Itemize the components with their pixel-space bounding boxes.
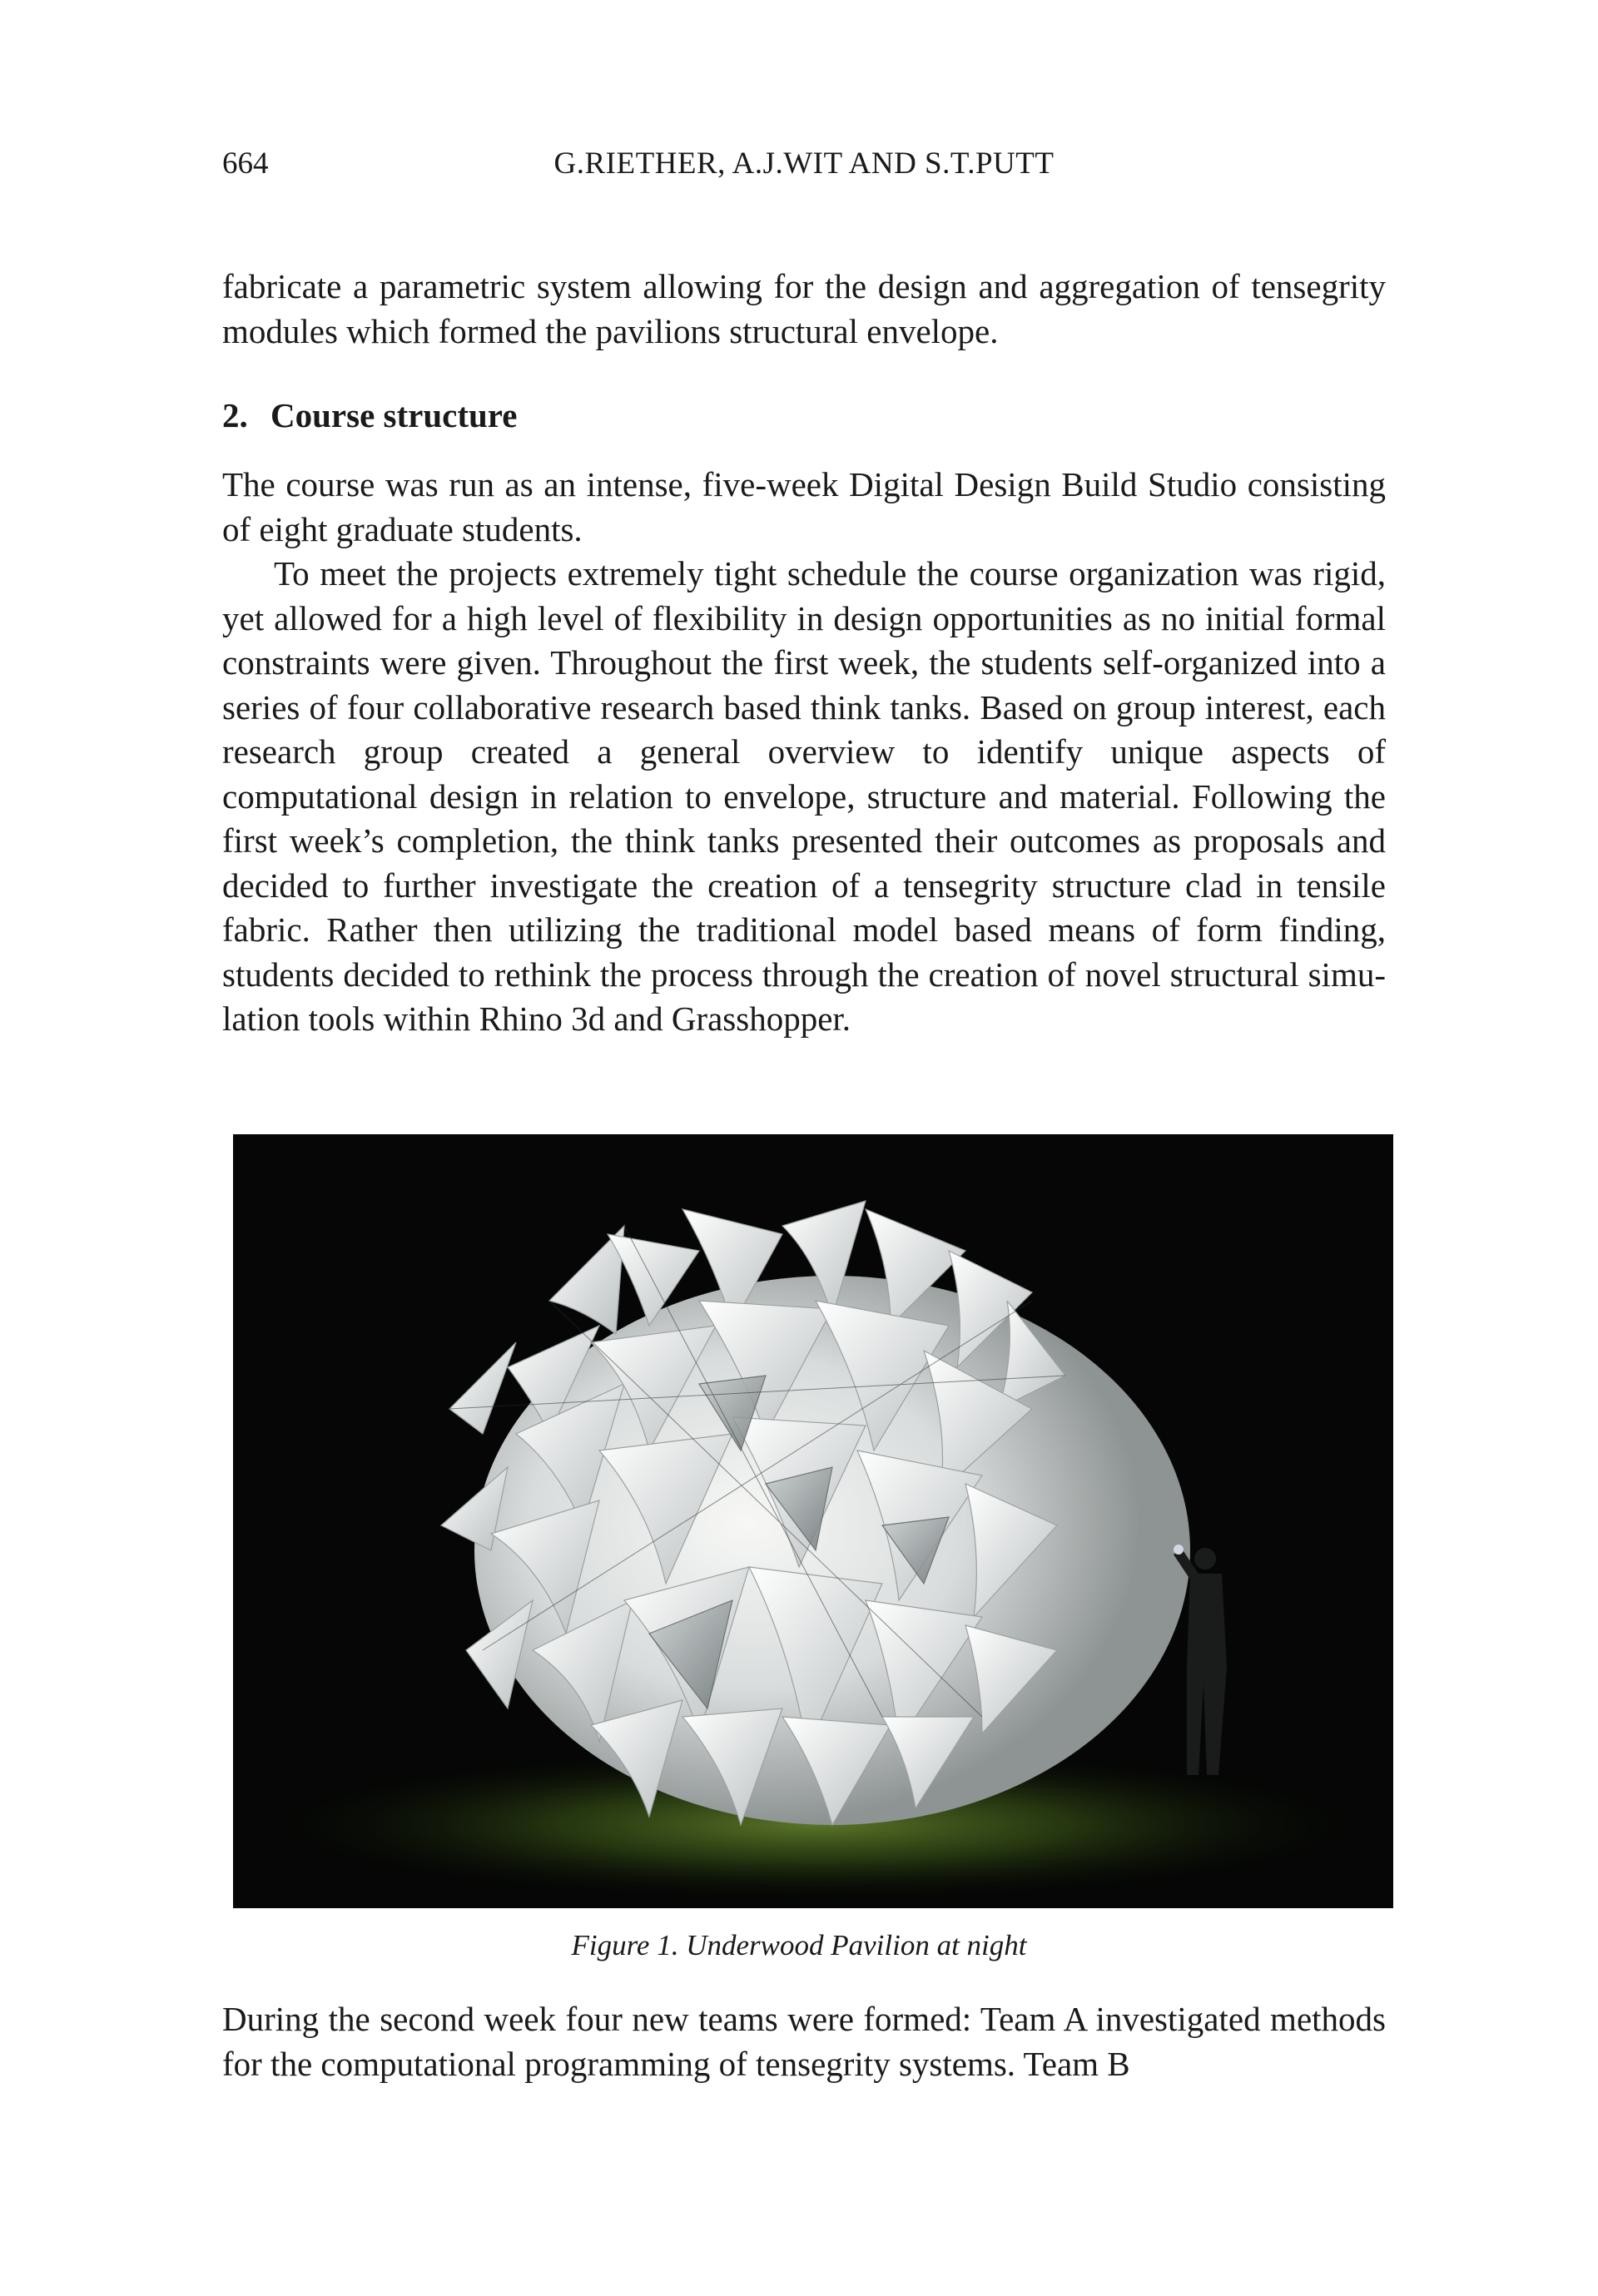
section-heading	[222, 394, 517, 436]
page-number: 664	[222, 146, 269, 181]
section-title: Course structure	[270, 396, 518, 434]
pavilion-illustration	[233, 1134, 1393, 1908]
figure-caption: Figure 1. Underwood Pavilion at night	[571, 1929, 1027, 1961]
body-paragraph-3: During the second week four new teams were formed: Team A investigated methods for the computational programming of tensegrity systems. Team B	[222, 2000, 1386, 2083]
intro-paragraph: fabricate a parametric system allowing for the design and aggregation of tensegrity modules which formed the pavilions structural envelope.	[222, 267, 1386, 350]
body-paragraph-2: To meet the projects extremely tight schedule the course organization was rigid, yet allowed for a high level of flexibility in design opportunities as no initial formal constraints were given. Throughout the first week, the students self-organized into a series of four collaborative research based think tanks. Based on group interest, each research group created a general overview to identify unique aspects of computational design in relation to envelope, structure and material. Following the first week’s completion, the think tanks presented their outcomes as proposals and decided to further investigate the creation of a tensegrity structure clad in tensile fabric. Rather then utilizing the traditional model based means of form finding, students decided to rethink the process through the creation of novel structural simulation tools within Rhino 3d and Grasshopper.	[222, 554, 1386, 1038]
section-number: 2.	[222, 396, 248, 434]
pavilion-photo	[233, 1134, 1393, 1908]
running-header-authors: G.RIETHER, A.J.WIT AND S.T.PUTT	[553, 146, 1055, 181]
body-paragraph-1: The course was run as an intense, five-week Digital Design Build Studio consisting of eight graduate students.	[222, 465, 1386, 548]
running-header	[222, 143, 1386, 185]
